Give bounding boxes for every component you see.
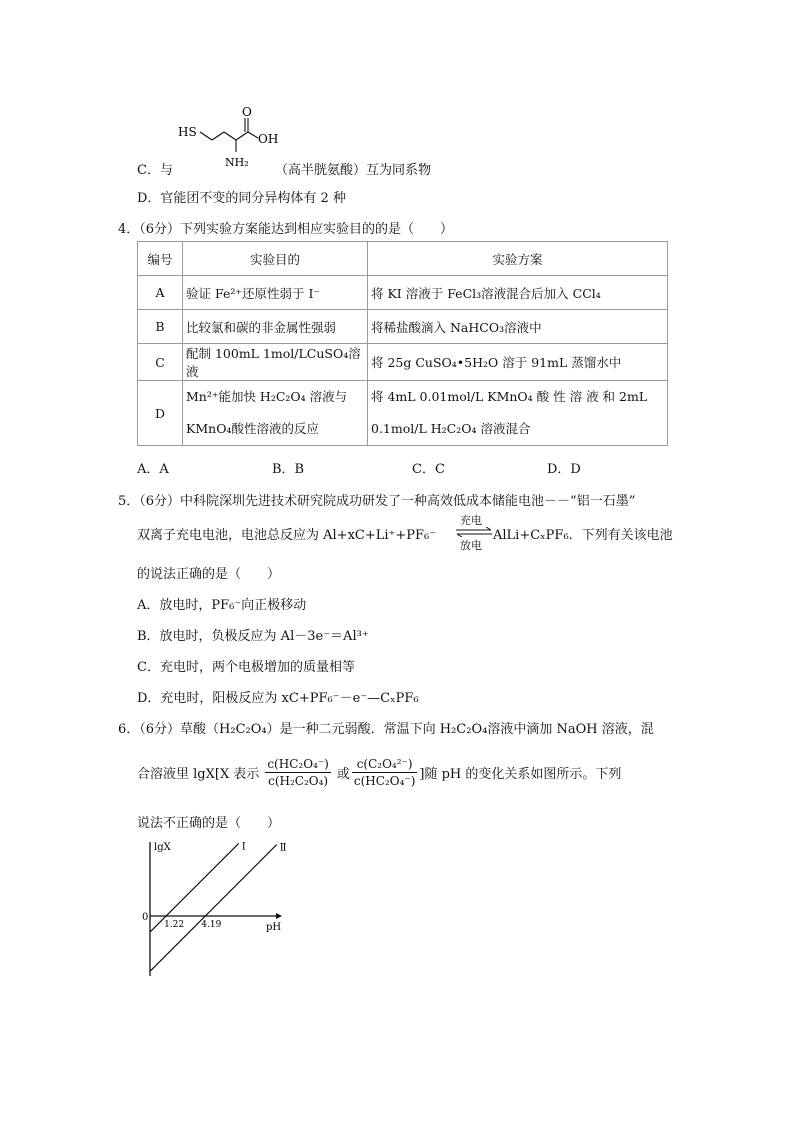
row-plan: 将 25g CuSO₄•5H₂O 溶于 91mL 蒸馏水中 <box>368 344 668 381</box>
atom-hs: HS <box>178 125 197 139</box>
origin-label: 0 <box>142 912 149 923</box>
row-id: B <box>138 310 183 344</box>
x-tick-label: 1.22 <box>164 920 185 930</box>
q6-stem-line2-left: 合溶液里 lgX[X 表示 <box>137 766 260 782</box>
q3-option-d: D．官能团不变的同分异构体有 2 种 <box>137 191 346 206</box>
q5-stem-line2-right: AlLi+CₓPF₆．下列有关该电池 <box>493 528 673 543</box>
series-line-2 <box>150 845 277 972</box>
q4-option-b: B．B <box>272 462 305 477</box>
q5-stem-line1: 5．（6分）中科院深圳先进技术研究院成功研发了一种高效低成本储能电池－－“铝一石墨” <box>118 494 636 509</box>
q5-option-a: A．放电时，PF₆⁻向正极移动 <box>137 598 307 613</box>
q5-stem-line2-left: 双离子充电电池，电池总反应为 Al+xC+Li⁺+PF₆⁻ <box>137 528 437 543</box>
x-axis-arrow-icon <box>276 913 282 919</box>
header-purpose: 实验目的 <box>183 242 368 276</box>
q5-option-c: C．充电时，两个电极增加的质量相等 <box>137 660 355 675</box>
reversible-arrow <box>454 512 494 550</box>
header-plan: 实验方案 <box>368 242 668 276</box>
row-plan-line: 0.1mol/L H₂C₂O₄ 溶液混合 <box>371 421 531 436</box>
atom-nh2: NH₂ <box>225 156 249 169</box>
table-row <box>138 310 668 344</box>
table-row <box>138 344 668 381</box>
fraction-c2o4-over-hc2o4 <box>352 757 418 788</box>
q6-stem-line2 <box>137 748 621 796</box>
q3-option-c-suffix: （高半胱氨酸）互为同系物 <box>275 163 432 178</box>
atom-o: O <box>242 105 252 119</box>
x-axis-label: pH <box>266 922 282 933</box>
equilibrium-arrow-icon <box>454 527 494 537</box>
q5-stem-line3: 的说法正确的是（ ） <box>137 567 281 582</box>
row-plan <box>368 381 668 446</box>
series-label: Ⅱ <box>279 842 287 854</box>
row-purpose-line: KMnO₄酸性溶液的反应 <box>186 421 319 436</box>
q6-stem-line1: 6．（6分）草酸（H₂C₂O₄）是一种二元弱酸．常温下向 H₂C₂O₄溶液中滴加 NaOH 溶液，混 <box>118 722 654 737</box>
arrow-label-discharge: 放电 <box>460 539 482 552</box>
table-row <box>138 381 668 446</box>
q6-stem-line3: 说法不正确的是（ ） <box>137 816 281 831</box>
q5-option-b: B．放电时，负极反应为 Al－3e⁻＝Al³⁺ <box>137 629 369 644</box>
chart-axes <box>150 842 282 976</box>
q4-stem: 4．（6分）下列实验方案能达到相应实验目的的是（ ） <box>118 222 454 237</box>
q4-option-d: D．D <box>547 462 581 477</box>
row-plan-line: 将 4mL 0.01mol/L KMnO₄ 酸 性 溶 液 和 2mL <box>371 389 648 404</box>
table-header-row <box>138 242 668 276</box>
fraction-hc2o4-over-h2c2o4 <box>265 757 331 788</box>
fraction-denominator: c(HC₂O₄⁻) <box>353 773 416 788</box>
row-id: D <box>138 381 183 446</box>
q4-options <box>137 458 657 476</box>
x-tick-label: 4.19 <box>201 920 222 930</box>
lgx-ph-chart <box>140 838 290 978</box>
q6-or: 或 <box>336 766 350 782</box>
series-line-1 <box>150 843 239 932</box>
row-purpose-line: Mn²⁺能加快 H₂C₂O₄ 溶液与 <box>186 389 348 404</box>
series-label: I <box>241 841 246 853</box>
row-purpose: 验证 Fe²⁺还原性弱于 I⁻ <box>183 276 368 310</box>
q6-stem-line2-right: ]随 pH 的变化关系如图所示。下列 <box>419 766 622 782</box>
y-axis-label: lgX <box>154 842 171 853</box>
arrow-label-charge: 充电 <box>460 514 482 527</box>
q5-option-d: D．充电时，阳极反应为 xC+PF₆⁻－e⁻—CₓPF₆ <box>137 691 419 706</box>
experiment-table <box>137 241 668 446</box>
fraction-numerator: c(C₂O₄²⁻) <box>352 757 418 773</box>
header-id: 编号 <box>138 242 183 276</box>
fraction-denominator: c(H₂C₂O₄) <box>268 773 329 788</box>
row-id: C <box>138 344 183 381</box>
q3-option-c-prefix: C．与 <box>137 163 173 178</box>
row-purpose: 配制 100mL 1mol/LCuSO₄溶液 <box>183 344 368 381</box>
chart-marks <box>150 841 287 971</box>
row-plan: 将 KI 溶液于 FeCl₃溶液混合后加入 CCl₄ <box>368 276 668 310</box>
table-row <box>138 276 668 310</box>
row-plan: 将稀盐酸滴入 NaHCO₃溶液中 <box>368 310 668 344</box>
fraction-numerator: c(HC₂O₄⁻) <box>267 756 329 771</box>
row-purpose: 比较氯和碳的非金属性强弱 <box>183 310 368 344</box>
q4-option-c: C．C <box>412 462 445 477</box>
row-id: A <box>138 276 183 310</box>
homocysteine-structure <box>170 100 280 172</box>
atom-oh: OH <box>258 132 279 146</box>
q4-option-a: A．A <box>137 462 169 477</box>
row-purpose <box>183 381 368 446</box>
